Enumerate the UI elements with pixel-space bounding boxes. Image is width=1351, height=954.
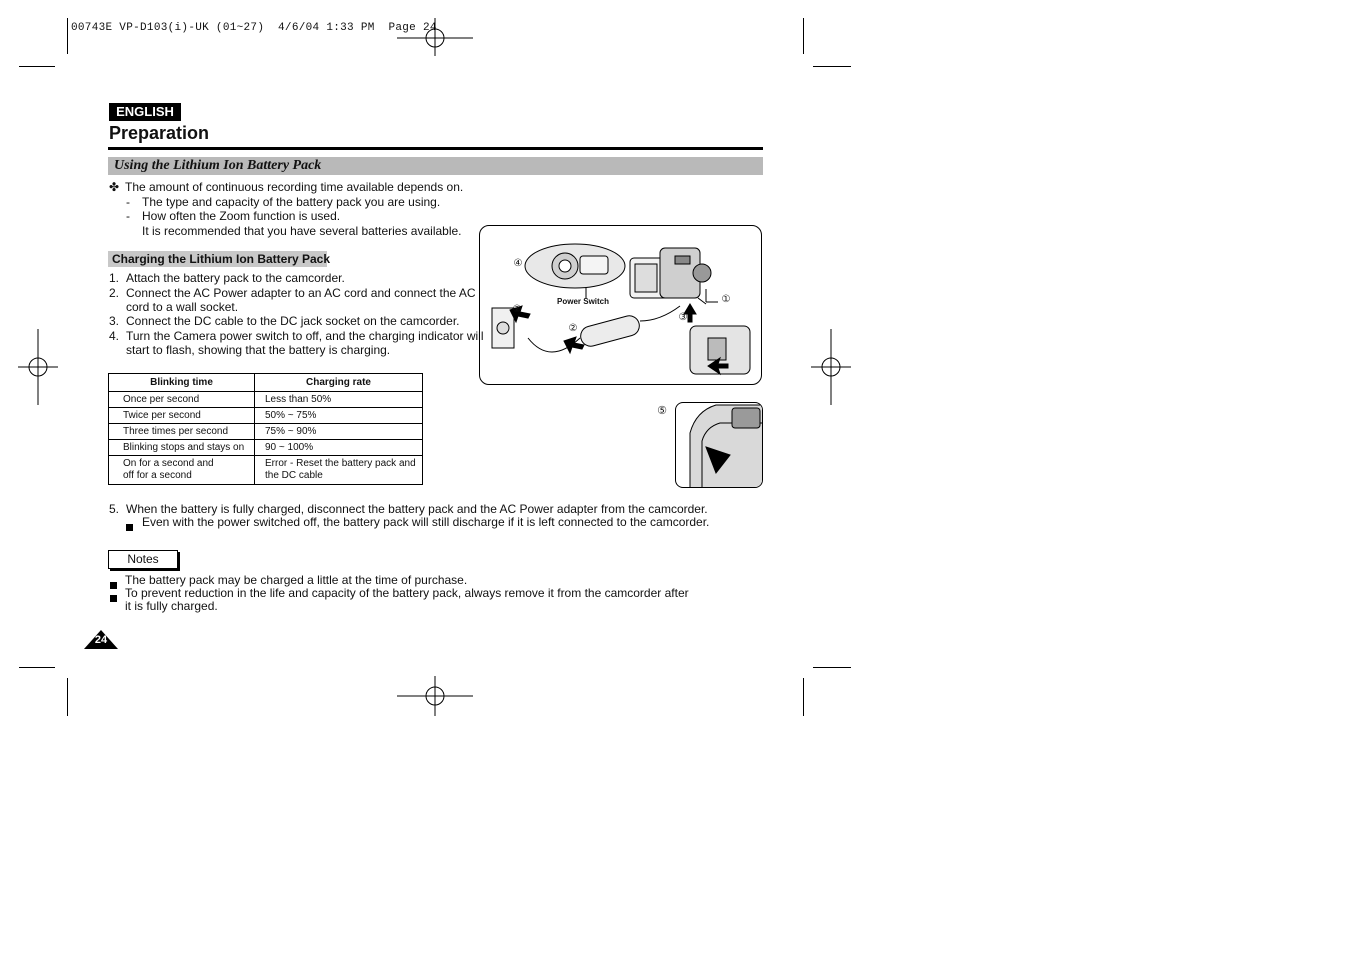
callout-number: ②	[512, 304, 522, 315]
charging-indicator-illustration	[675, 402, 763, 488]
note-text: it is fully charged.	[125, 599, 218, 613]
callout-number: ④	[513, 258, 523, 269]
cell-line: On for a second and	[123, 458, 214, 469]
step-text: cord to a wall socket.	[126, 300, 239, 314]
table-cell	[255, 456, 423, 485]
intro-item: The type and capacity of the battery pack you are using.	[142, 195, 441, 209]
step-text: Turn the Camera power switch to off, and the charging indicator will	[126, 329, 484, 343]
step-number: 2.	[109, 286, 120, 300]
charging-indicator-drawing	[676, 403, 763, 488]
step-text: Attach the battery pack to the camcorder.	[126, 271, 345, 285]
square-bullet-icon	[126, 518, 133, 536]
table-cell: Less than 50%	[255, 392, 423, 408]
cell-line: Error - Reset the battery pack and	[265, 458, 416, 469]
table-cell: Blinking stops and stays on	[109, 440, 255, 456]
table-row	[109, 456, 423, 485]
table-cell: 90 ~ 100%	[255, 440, 423, 456]
camcorder-charging-drawing	[480, 226, 763, 386]
table-row	[109, 440, 423, 456]
step-text: When the battery is fully charged, disconnect the battery pack and the AC Power adapter from the camcorder.	[126, 502, 708, 516]
intro-lead: The amount of continuous recording time available depends on.	[125, 180, 464, 194]
dash-icon: -	[126, 195, 130, 209]
title-rule	[108, 147, 763, 150]
table-row	[109, 408, 423, 424]
charging-subheading: Charging the Lithium Ion Battery Pack	[112, 252, 331, 266]
table-cell: Twice per second	[109, 408, 255, 424]
step-number: 3.	[109, 314, 120, 328]
step-number: 5.	[109, 502, 120, 516]
notes-label: Notes	[108, 550, 178, 569]
callout-number: ③	[678, 312, 688, 323]
table-header: Charging rate	[255, 374, 423, 392]
cell-line: off for a second	[123, 470, 192, 481]
table-header: Blinking time	[109, 374, 255, 392]
intro-bullet-icon: ✤	[109, 180, 120, 194]
step-text: Connect the AC Power adapter to an AC cord and connect the AC	[126, 286, 476, 300]
language-badge: ENGLISH	[109, 103, 181, 121]
note-text: To prevent reduction in the life and capacity of the battery pack, always remove it from the camcorder after	[125, 586, 689, 600]
table-row	[109, 392, 423, 408]
table-cell: 75% ~ 90%	[255, 424, 423, 440]
table-header-row	[109, 374, 423, 392]
charging-rate-table	[108, 373, 423, 485]
intro-note: It is recommended that you have several batteries available.	[142, 224, 462, 238]
table-cell	[109, 456, 255, 485]
section-title: Using the Lithium Ion Battery Pack	[114, 158, 322, 173]
print-header: 00743E VP-D103(i)-UK (01~27) 4/6/04 1:33 PM Page 24	[71, 22, 437, 34]
intro-item: How often the Zoom function is used.	[142, 209, 341, 223]
table-cell: 50% ~ 75%	[255, 408, 423, 424]
step-text: start to flash, showing that the battery is charging.	[126, 343, 391, 357]
page-number: 24	[94, 634, 108, 646]
step-subtext: Even with the power switched off, the battery pack will still discharge if it is left connected to the camcorder.	[142, 515, 710, 529]
power-switch-label: Power Switch	[557, 297, 610, 306]
page-title: Preparation	[109, 123, 210, 143]
step-text: Connect the DC cable to the DC jack socket on the camcorder.	[126, 314, 460, 328]
table-cell: Once per second	[109, 392, 255, 408]
square-bullet-icon	[110, 589, 117, 607]
dash-icon: -	[126, 209, 130, 223]
note-text: The battery pack may be charged a little at the time of purchase.	[125, 573, 468, 587]
callout-number: ⑤	[657, 405, 667, 417]
table-row	[109, 424, 423, 440]
step-number: 1.	[109, 271, 120, 285]
cell-line: the DC cable	[265, 470, 323, 481]
step-number: 4.	[109, 329, 120, 343]
charging-illustration	[479, 225, 762, 385]
callout-number: ②	[568, 323, 578, 334]
callout-number: ①	[721, 294, 731, 305]
table-cell: Three times per second	[109, 424, 255, 440]
